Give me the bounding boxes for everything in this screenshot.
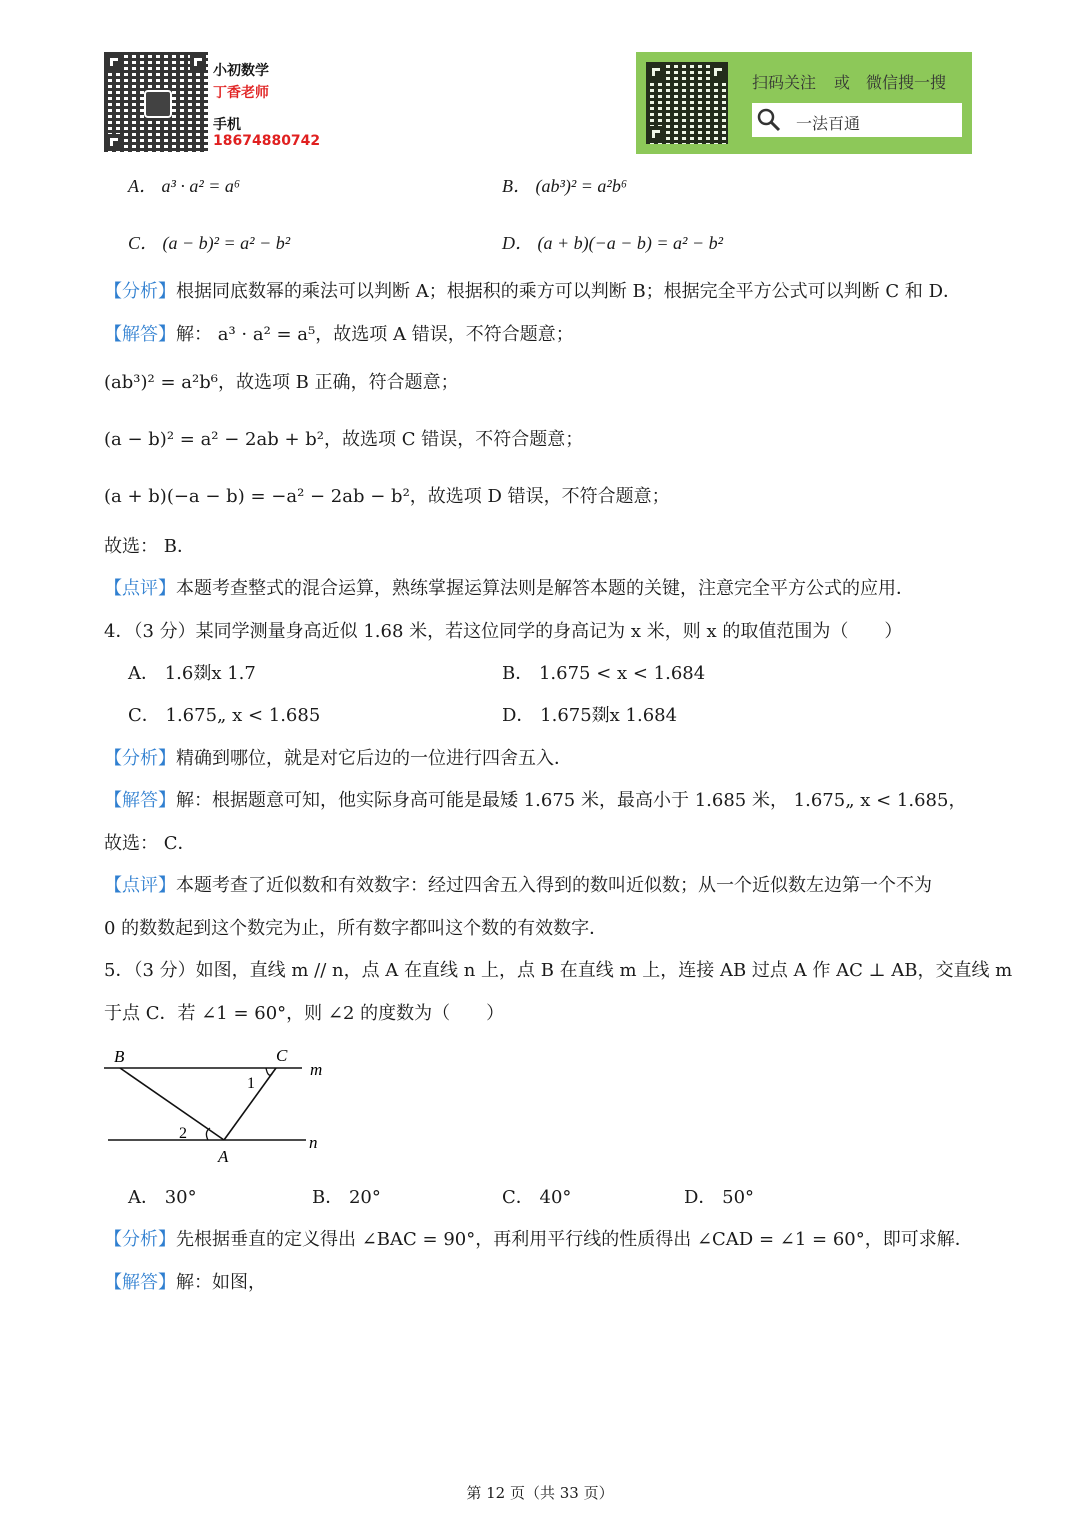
- q5-option-b: B． 20°: [312, 1187, 381, 1208]
- q3-answer-1: [104, 323, 574, 347]
- q3-analysis: [104, 280, 961, 304]
- q5-option-a: A． 30°: [128, 1187, 197, 1208]
- header-teacher: 丁香老师: [213, 85, 269, 101]
- q3-choice: 故选： B．: [104, 536, 195, 557]
- answer-text: 解：如图，: [176, 1272, 266, 1293]
- q4-option-b: B． 1.675 < x < 1.684: [502, 663, 706, 684]
- q3-option-c: C． (a − b)² = a² − b²: [128, 233, 291, 253]
- label-b: B: [114, 1047, 125, 1066]
- q4-option-a: A． 1.6剟x 1.7: [128, 663, 256, 684]
- analysis-text: 先根据垂直的定义得出 ∠BAC = 90°，再利用平行线的性质得出 ∠CAD = ∠1 = 60°，即可求解．: [176, 1229, 973, 1250]
- header-phone-label: 手机: [213, 117, 241, 133]
- answer-text: 解： a³ · a² = a⁵，故选项 A 错误，不符合题意；: [176, 324, 574, 345]
- qr-code-left: [104, 52, 208, 152]
- review-text: 本题考查了近似数和有效数字：经过四舍五入得到的数叫近似数；从一个近似数左边第一个不为: [176, 875, 932, 896]
- q4-option-c: C． 1.675„ x < 1.685: [128, 705, 321, 726]
- answer-tag: 【解答】: [104, 1272, 176, 1293]
- q5-analysis: [104, 1228, 973, 1252]
- q4-review-1: [104, 874, 932, 898]
- label-a: A: [218, 1147, 229, 1166]
- label-1: 1: [247, 1075, 255, 1092]
- q5-option-c: C． 40°: [502, 1187, 572, 1208]
- q5-answer-1: [104, 1271, 266, 1295]
- header-scan-prompt: 扫码关注: [752, 73, 817, 92]
- header-search-term: 一法百通: [796, 114, 861, 133]
- q5-stem-1: 5．（3 分）如图，直线 m // n，点 A 在直线 n 上，点 B 在直线 m 上，连接 AB 过点 A 作 AC ⊥ AB，交直线 m: [104, 960, 1013, 981]
- q3-option-d: D． (a + b)(−a − b) = a² − b²: [502, 233, 724, 253]
- qr-code-right: [646, 62, 728, 144]
- header-search-prompt: 微信搜一搜: [866, 73, 947, 92]
- q4-answer-1: [104, 789, 966, 813]
- q3-answer-3: (a − b)² = a² − 2ab + b²，故选项 C 错误，不符合题意；: [104, 429, 584, 450]
- label-n: n: [309, 1133, 318, 1152]
- review-tag: 【点评】: [104, 578, 176, 599]
- q3-answer-4: (a + b)(−a − b) = −a² − 2ab − b²，故选项 D 错误，不符合题意；: [104, 486, 670, 507]
- wechat-icon: [144, 90, 172, 118]
- answer-tag: 【解答】: [104, 790, 176, 811]
- q4-stem: 4．（3 分）某同学测量身高近似 1.68 米，若这位同学的身高记为 x 米，则 x 的取值范围为（ ）: [104, 621, 903, 642]
- q4-analysis: [104, 747, 572, 771]
- answer-tag: 【解答】: [104, 324, 176, 345]
- header-brand: 小初数学: [213, 63, 269, 79]
- q4-choice: 故选： C．: [104, 833, 196, 854]
- label-c: C: [276, 1046, 288, 1065]
- q5-stem-2: 于点 C．若 ∠1 = 60°，则 ∠2 的度数为（ ）: [104, 1003, 505, 1024]
- q5-option-d: D． 50°: [684, 1187, 755, 1208]
- header-or: 或: [834, 73, 851, 92]
- q4-review-2: 0 的数数起到这个数完为止，所有数字都叫这个数的有效数字．: [104, 918, 608, 939]
- q3-answer-2: (ab³)² = a²b⁶，故选项 B 正确，符合题意；: [104, 372, 459, 393]
- q3-review: [104, 577, 914, 601]
- label-m: m: [310, 1060, 323, 1079]
- review-tag: 【点评】: [104, 875, 176, 896]
- header-phone: 18674880742: [213, 133, 321, 149]
- analysis-tag: 【分析】: [104, 1229, 176, 1250]
- page-number: 第 12 页（共 33 页）: [466, 1484, 614, 1502]
- analysis-tag: 【分析】: [104, 748, 176, 769]
- q3-option-b: B． (ab³)² = a²b⁶: [502, 176, 628, 196]
- analysis-text: 精确到哪位，就是对它后边的一位进行四舍五入．: [176, 748, 572, 769]
- search-icon: [756, 107, 782, 133]
- analysis-text: 根据同底数幂的乘法可以判断 A；根据积的乘方可以判断 B；根据完全平方公式可以判断 C 和 D．: [176, 281, 962, 302]
- analysis-tag: 【分析】: [104, 281, 176, 302]
- q4-option-d: D． 1.675剟x 1.684: [502, 705, 678, 726]
- q5-figure: [100, 1042, 340, 1172]
- review-text: 本题考查整式的混合运算，熟练掌握运算法则是解答本题的关键，注意完全平方公式的应用．: [176, 578, 914, 599]
- label-2: 2: [179, 1125, 187, 1142]
- answer-text: 解：根据题意可知，他实际身高可能是最矮 1.675 米，最高小于 1.685 米， 1.675„ x < 1.685，: [176, 790, 967, 811]
- angle-1-arc: [266, 1068, 272, 1075]
- q3-option-a: A． a³ · a² = a⁶: [128, 176, 241, 196]
